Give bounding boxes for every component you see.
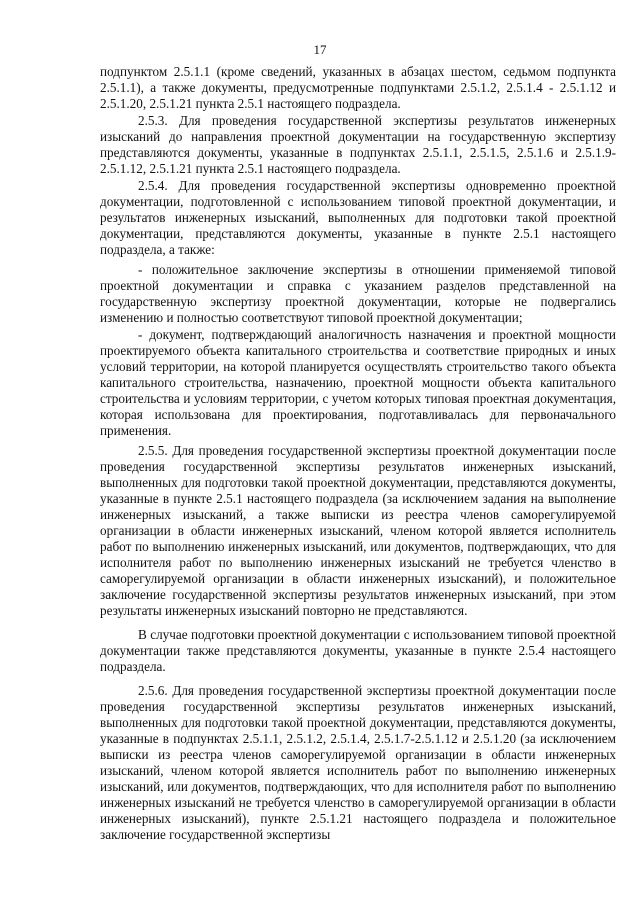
list-item-analogy-document: - документ, подтверждающий аналогичность назначения и проектной мощности проектируемого объекта капитального строительства и соответствие природных и иных условий территории, на которой планируется осуществлять строительство такого объекта капитального строительства, назначению, проектной мощности объекта капитального строительства и условиям территории, с учетом которых типовая проектная документация, которая использована для проектирования, подготавливалась для первоначального применения. xyxy=(100,327,616,438)
paragraph-2-5-3: 2.5.3. Для проведения государственной экспертизы результатов инженерных изысканий до направления проектной документации на государственную экспертизу представляются документы, указанные в подпунктах 2.5.1.1, 2.5.1.5, 2.5.1.6 и 2.5.1.9-2.5.1.12, 2.5.1.21 пункта 2.5.1 настоящего подраздела. xyxy=(100,113,616,176)
paragraph-2-5-5: 2.5.5. Для проведения государственной экспертизы проектной документации после проведения государственной экспертизы результатов инженерных изысканий, выполненных для подготовки такой проектной документации, представляются документы, указанные в пункте 2.5.1 настоящего подраздела (за исключением задания на выполнение инженерных изысканий, а также выписки из реестра членов саморегулируемой организации в области инженерных изысканий, членом которой является исполнитель работ по выполнению инженерных изысканий, или документов, подтверждающих, что для исполнителя работ по выполнению инженерных изысканий не требуется членство в саморегулируемой организации в области инженерных изысканий), и положительное заключение государственной экспертизы результатов инженерных изысканий, при этом результаты инженерных изысканий повторно не представляются. xyxy=(100,443,616,618)
page-number: 17 xyxy=(313,42,327,57)
document-body xyxy=(100,64,616,843)
paragraph-continuation: подпунктом 2.5.1.1 (кроме сведений, указанных в абзацах шестом, седьмом подпункта 2.5.1.1), а также документы, предусмотренные подпунктами 2.5.1.2, 2.5.1.4 - 2.5.1.12 и 2.5.1.20, 2.5.1.21 пункта 2.5.1 настоящего подраздела. xyxy=(100,64,616,111)
paragraph-2-5-6: 2.5.6. Для проведения государственной экспертизы проектной документации после проведения государственной экспертизы результатов инженерных изысканий, выполненных для подготовки такой проектной документации, представляются документы, указанные в подпунктах 2.5.1.1, 2.5.1.2, 2.5.1.4, 2.5.1.7-2.5.1.12 и 2.5.1.20 (за исключением выписки из реестра членов саморегулируемой организации в области инженерных изысканий, членом которой является исполнитель работ по выполнению инженерных изысканий, или документов, подтверждающих, что для исполнителя работ по выполнению инженерных изысканий не требуется членство в саморегулируемой организации в области инженерных изысканий), пункте 2.5.1.21 настоящего подраздела и положительное заключение государственной экспертизы xyxy=(100,683,616,842)
paragraph-typical-documentation: В случае подготовки проектной документации с использованием типовой проектной документации также представляются документы, указанные в пункте 2.5.4 настоящего подраздела. xyxy=(100,627,616,674)
list-item-positive-conclusion: - положительное заключение экспертизы в отношении применяемой типовой проектной документации и справка с указанием разделов представленной на государственную экспертизу проектной документации, которые не подвергались изменению и полностью соответствуют типовой проектной документации; xyxy=(100,262,616,325)
paragraph-2-5-4: 2.5.4. Для проведения государственной экспертизы одновременно проектной документации, подготовленной с использованием типовой проектной документации, и результатов инженерных изысканий, выполненных для подготовки такой проектной документации, представляются документы, указанные в пункте 2.5.1 настоящего подраздела, а также: xyxy=(100,178,616,257)
